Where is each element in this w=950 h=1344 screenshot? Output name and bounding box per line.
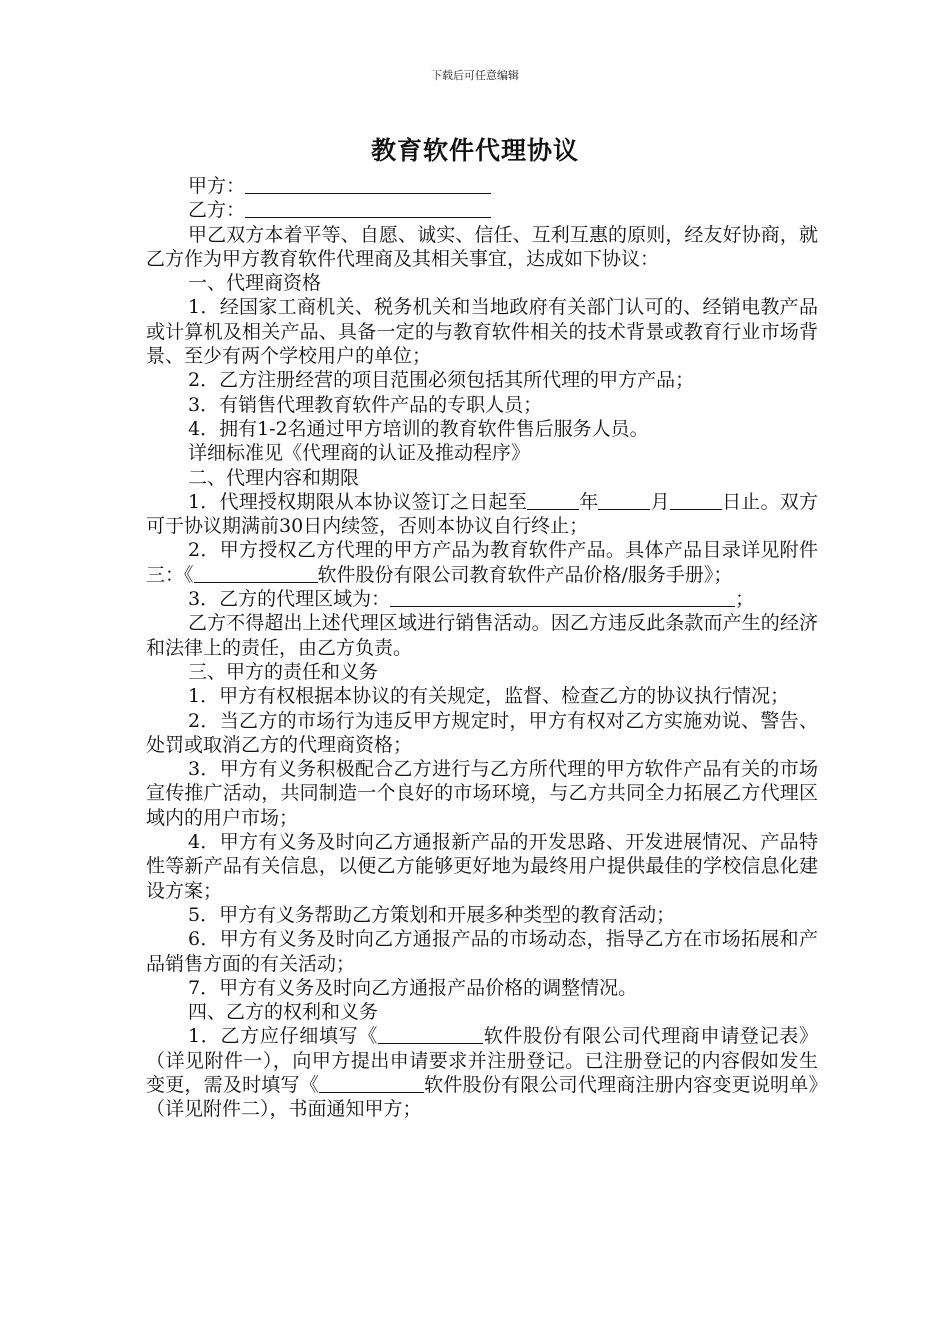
qualification-item-2: 2．乙方注册经营的项目范围必须包括其所代理的甲方产品； xyxy=(188,369,695,392)
day-blank xyxy=(670,491,722,510)
qualification-note: 详细标准见《代理商的认证及推动程序》 xyxy=(188,442,531,465)
party-a-duty-7: 7．甲方有义务及时向乙方通报产品价格的调整情况。 xyxy=(188,976,638,999)
year-label: 年 xyxy=(579,490,599,513)
scope-item-3-rest: ； xyxy=(735,588,755,611)
header-note: 下载后可任意编辑 xyxy=(431,69,519,82)
scope-item-2 xyxy=(146,538,818,587)
section-heading-qualification: 一、代理商资格 xyxy=(188,272,322,295)
party-a-duty-2: 2．当乙方的市场行为违反甲方规定时，甲方有权对乙方实施劝说、警告、处罚或取消乙方的代理商资格； xyxy=(146,709,818,756)
party-a-blank xyxy=(245,175,491,194)
party-b-right-1-text: 1．乙方应仔细填写《 xyxy=(188,1025,379,1048)
scope-note: 乙方不得超出上述代理区域进行销售活动。因乙方违反此条款而产生的经济和法律上的责任，由乙方负责。 xyxy=(146,612,818,659)
qualification-item-1: 1．经国家工商机关、税务机关和当地政府有关部门认可的、经销电教产品或计算机及相关产品、具备一定的与教育软件相关的技术背景或教育行业市场背景、至少有两个学校用户的单位； xyxy=(146,296,818,368)
company-blank xyxy=(194,564,318,583)
party-b-right-1 xyxy=(146,1024,818,1121)
party-b-label: 乙方： xyxy=(188,199,246,222)
company-blank-3 xyxy=(319,1074,424,1093)
scope-item-1-text: 1．代理授权期限从本协议签订之日起至 xyxy=(188,490,527,513)
party-b-right-1-rest: 软件股份有限公司代理商注册内容变更说明单》（详见附件二），书面通知甲方； xyxy=(146,1073,818,1121)
party-a-duty-6: 6．甲方有义务及时向乙方通报产品的市场动态，指导乙方在市场拓展和产品销售方面的有关活动； xyxy=(146,928,818,975)
scope-item-3 xyxy=(146,587,818,611)
document-body xyxy=(146,174,818,1122)
party-b-blank xyxy=(245,199,491,218)
party-b-right-1-middle: 软件股份有限公司代理商申请登记表》（详见附件一），向甲方提出申请要求并注册登记。已注册登记的内容假如发生变更，需及时填写《 xyxy=(146,1025,818,1096)
intro-paragraph: 甲乙双方本着平等、自愿、诚实、信任、互利互惠的原则，经友好协商，就乙方作为甲方教育软件代理商及其相关事宜，达成如下协议： xyxy=(146,223,818,270)
party-a-duty-1: 1．甲方有权根据本协议的有关规定，监督、检查乙方的协议执行情况； xyxy=(188,685,790,708)
scope-item-1 xyxy=(146,490,818,539)
month-blank xyxy=(598,491,650,510)
document-title: 教育软件代理协议 xyxy=(370,136,579,165)
qualification-item-3: 3．有销售代理教育软件产品的专职人员； xyxy=(188,393,543,416)
company-blank-2 xyxy=(378,1025,483,1044)
party-a-duty-3: 3．甲方有义务积极配合乙方进行与乙方所代理的甲方软件产品有关的市场宣传推广活动，共同制造一个良好的市场环境，与乙方共同全力拓展乙方代理区域内的用户市场； xyxy=(146,758,818,829)
scope-item-3-text: 3．乙方的代理区域为： xyxy=(188,588,391,611)
region-blank xyxy=(390,588,735,607)
year-blank xyxy=(527,491,579,510)
party-a-line xyxy=(146,174,818,198)
scope-item-1-rest: 日止。双方可于协议期满前30日内续签，否则本协议自行终止； xyxy=(146,490,818,538)
party-a-duty-5: 5．甲方有义务帮助乙方策划和开展多种类型的教育活动； xyxy=(188,903,676,926)
party-a-label: 甲方： xyxy=(188,175,246,197)
section-heading-party-b-rights: 四、乙方的权利和义务 xyxy=(188,1001,379,1024)
scope-item-2-text: 2．甲方授权乙方代理的甲方产品为教育软件产品。具体产品目录详见附件三：《 xyxy=(146,539,818,586)
party-a-duty-4: 4．甲方有义务及时向乙方通报新产品的开发思路、开发进展情况、产品特性等新产品有关信息，以便乙方能够更好地为最终用户提供最佳的学校信息化建设方案； xyxy=(146,831,818,902)
qualification-item-4: 4．拥有1-2名通过甲方培训的教育软件售后服务人员。 xyxy=(188,417,649,440)
section-heading-party-a-duties: 三、甲方的责任和义务 xyxy=(188,660,379,683)
month-label: 月 xyxy=(650,490,670,513)
section-heading-scope: 二、代理内容和期限 xyxy=(188,466,360,489)
scope-item-2-rest: 软件股份有限公司教育软件产品价格/服务手册》； xyxy=(317,563,733,586)
party-b-line xyxy=(146,198,818,222)
